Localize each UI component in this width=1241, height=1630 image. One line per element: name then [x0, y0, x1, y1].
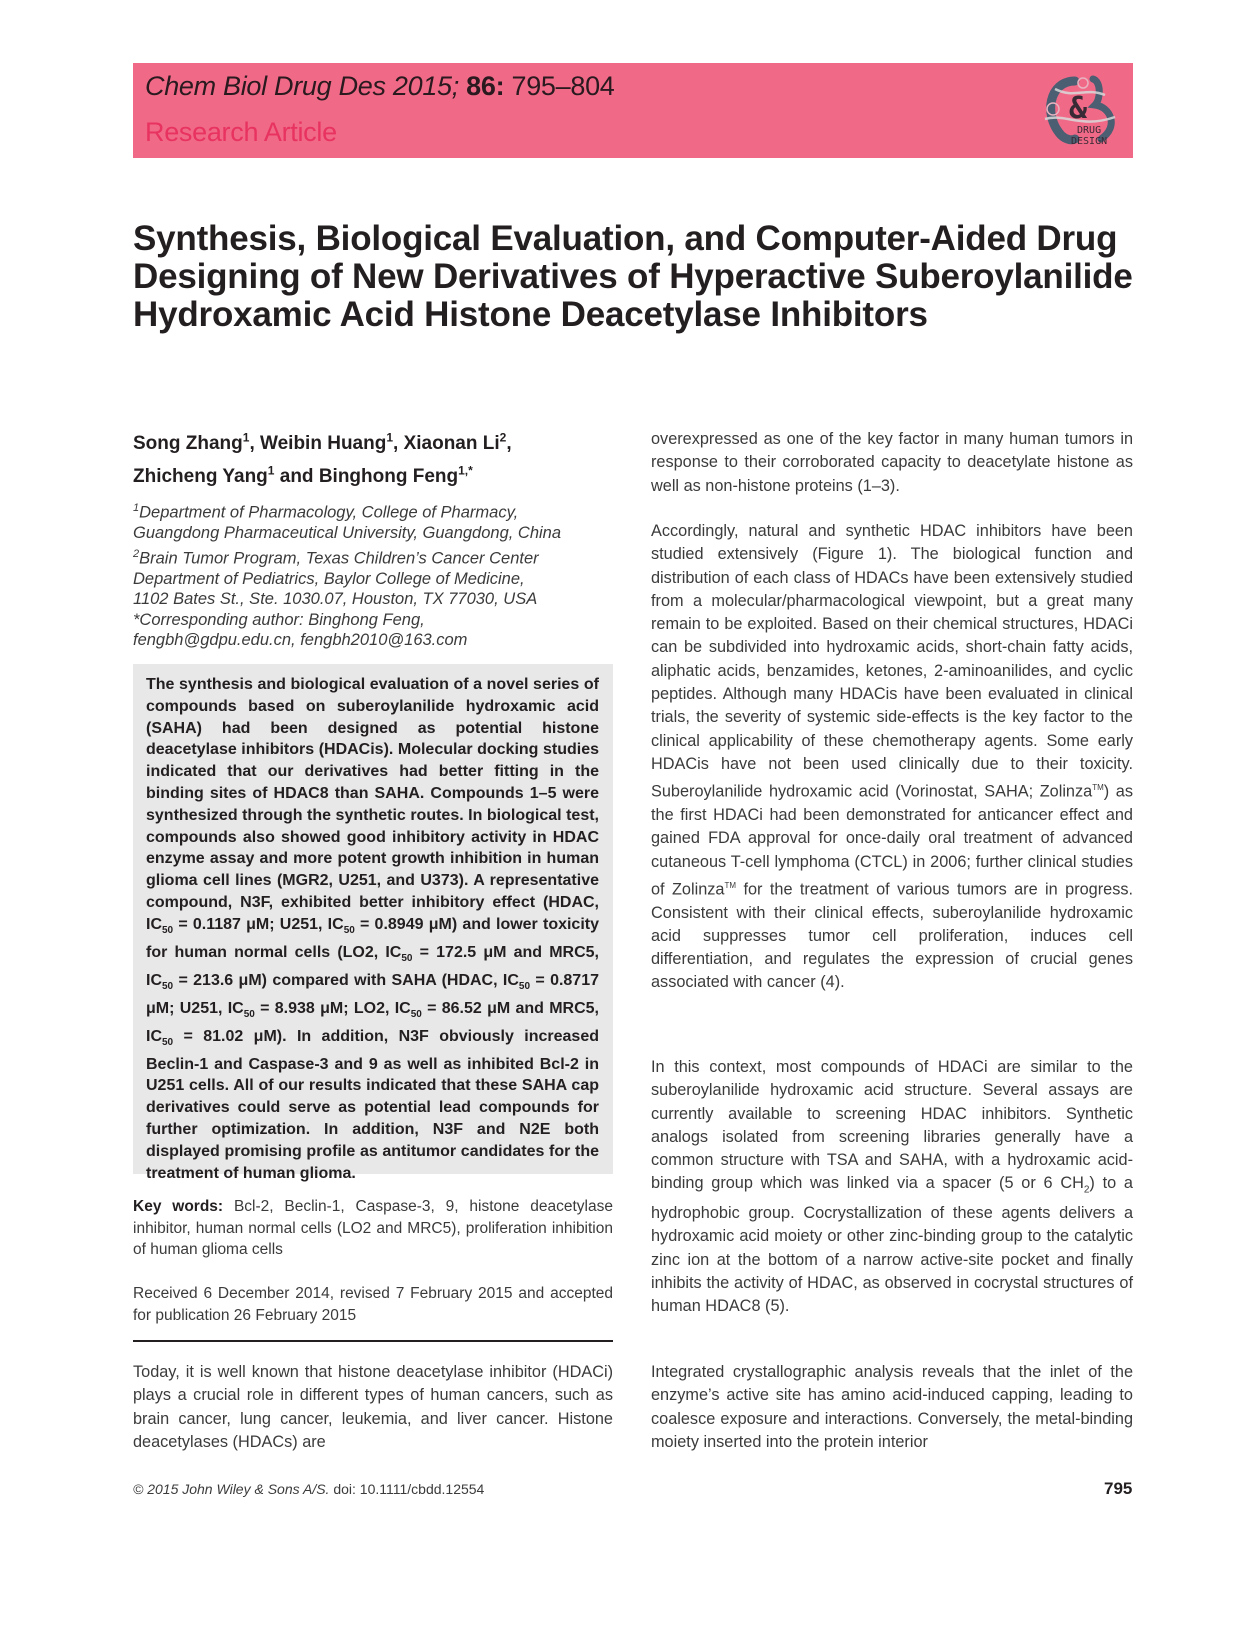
body-paragraph-2: Accordingly, natural and synthetic HDAC inhibitors have been studied extensively (Figure 1). The biological function and distribution of each class of HDACs have been extensively studied from a molecular/pharmacological viewpoint, but a great many remain to be exploited. Based on their chemical structures, HDACi can be subdivided into hydroxamic acids, short-chain fatty acids, aliphatic acids, benzamides, ketones, 2-aminoanilides, and cyclic peptides. Although many HDACis have been evaluated in clinical trials, the severity of systemic side-effects is the key factor to the clinical applicability of these chemotherapy agents. Some early HDACis have not been used clinically due to their toxicity. Suberoylanilide hydroxamic acid (Vorinostat, SAHA; Zolinza™) as the first HDACi had been demonstrated for anticancer effect and gained FDA approval for once-daily oral treatment of advanced cutaneous T-cell lymphoma (CTCL) in 2006; further clinical studies of Zolinza™ for the treatment of various tumors are in progress. Consistent with their clinical effects, suberoylanilide hydroxamic acid suppresses tumor cell proliferation, induces cell differentiation, and regulates the expression of crucial genes associated with cancer (4).: [651, 522, 1134, 992]
section-divider: [133, 1340, 613, 1342]
body-paragraph-4: Integrated crystallographic analysis reveals that the inlet of the enzyme’s active site has amino acid-induced capping, leading to coalesce exposure and interactions. Conversely, the metal-binding moiety inserted into the protein interior: [651, 1363, 1133, 1451]
article-title: Synthesis, Biological Evaluation, and Computer-Aided Drug Designing of New Derivatives of Hyperactive Suberoylanilide Hydroxamic Acid Histone Deacetylase Inhibitors: [133, 219, 1133, 334]
logo-text: DRUG DESIGN: [1071, 125, 1108, 147]
protein-ribbon-logo-icon: [1035, 69, 1127, 153]
intro-paragraph: Today, it is well known that histone deacetylase inhibitor (HDACi) plays a crucial role in different types of human cancers, such as brain cancer, lung cancer, leukemia, and liver cancer. Histone deacetylases (HDACs) are: [133, 1363, 613, 1451]
author: Zhicheng Yang$^1$ and: [133, 463, 319, 487]
keywords: Key words: Bcl-2, Beclin-1, Caspase-3, 9, histone deacetylase inhibitor, human normal cells (LO2 and MRC5), proliferation inhibition of human glioma cells: [133, 1198, 613, 1258]
corresponding-author: *Corresponding author: Binghong Feng,: [133, 610, 425, 629]
journal-pages: 795–804: [511, 71, 615, 101]
author: Xiaonan Li$^2$,: [403, 431, 512, 455]
journal-name: Chem Biol Drug Des 2015: [145, 71, 452, 101]
logo-ampersand: &: [1069, 91, 1088, 126]
received-dates: Received 6 December 2014, revised 7 February 2015 and accepted for publication 26 February 2015: [133, 1285, 613, 1324]
affiliations: $^1$Department of Pharmacology, College of Pharmacy, Guangdong Pharmaceutical University, Guangdong, China $^2$Brain Tumor Program, Texas Children’s Cancer Center Department of Pediatrics, Baylor College of Medicine, 1102 Bates St., Ste. 1030.07, Houston, TX 77030, USA *Corresponding author: Binghong Feng, fengbh@gdpu.edu.cn, fengbh2010@163.com: [133, 502, 562, 649]
page-number: 795: [1104, 1479, 1133, 1498]
author-list: [133, 425, 613, 490]
doi-link[interactable]: doi: 10.1111/cbdd.12554: [333, 1481, 485, 1497]
journal-volume: 86:: [466, 71, 505, 101]
author: Binghong Feng$^{1,*}$: [318, 463, 473, 487]
article-type: Research Article: [145, 117, 337, 147]
corresponding-email[interactable]: fengbh@gdpu.edu.cn, fengbh2010@163.com: [133, 631, 468, 649]
author: Weibin Huang$^1$,: [260, 431, 404, 455]
journal-banner: [133, 63, 1133, 158]
abstract-box: The synthesis and biological evaluation of a novel series of compounds based on suberoylanilide hydroxamic acid (SAHA) had been designed as potential histone deacetylase inhibitors (HDACis). Molecular docking studies indicated that our derivatives had better fitting in the binding sites of HDAC8 than SAHA. Compounds 1–5 were synthesized through the synthetic routes. In biological test, compounds also showed good inhibitory activity in HDAC enzyme assay and more potent growth inhibition in human glioma cell lines (MGR2, U251, and U373). A representative compound, N3F, exhibited better inhibitory effect (HDAC, $IC_{50} = 0.1187$ μM; U251, $IC_{50} = 0.8949$ μM) and lower toxicity for human normal cells (LO2, $IC_{50} = 172.5$ μM and MRC5, $IC_{50} = 213.6$ μM) compared with SAHA (HDAC, $IC_{50} = 0.8717$ μM; U251, $IC_{50} = 8.938$ μM; LO2, $IC_{50} = 86.52$ μM and MRC5, $IC_{50} = 81.02$ μM). In addition, N3F obviously increased Beclin-1 and Caspase-3 and 9 as well as inhibited Bcl-2 in U251 cells. All of our results indicated that these SAHA cap derivatives could serve as potential lead compounds for further optimization. In addition, N3F and N2E both displayed promising profile as antitumor candidates for the treatment of human glioma.: [133, 664, 613, 1174]
body-paragraph-3: In this context, most compounds of HDACi are similar to the suberoylanilide hydroxamic acid structure. Several assays are currently available to screening HDAC inhibitors. Synthetic analogs isolated from screening libraries generally have a common structure with TSA and SAHA, with a hydroxamic acid-binding group which was linked via a spacer (5 or 6 $CH_2$) to a hydrophobic group. Cocrystallization of these agents delivers a hydroxamic acid moiety or other zinc-binding group to the catalytic zinc ion at the bottom of a narrow active-site pocket and finally inhibits the activity of HDAC, as observed in cocrystal structures of human HDAC8 (5).: [651, 1058, 1133, 1316]
author: Song Zhang$^1$,: [133, 431, 261, 455]
body-paragraph-1: overexpressed as one of the key factor in many human tumors in response to their corroborated capacity to deacetylate histone as well as non-histone proteins (1–3).: [651, 430, 1133, 495]
footer-copyright: © 2015 John Wiley & Sons A/S. doi: 10.1111/cbdd.12554: [133, 1481, 485, 1497]
journal-citation: Chem Biol Drug Des 2015; 86: 795–804: [145, 71, 615, 101]
keywords-label: Key words:: [133, 1198, 224, 1215]
